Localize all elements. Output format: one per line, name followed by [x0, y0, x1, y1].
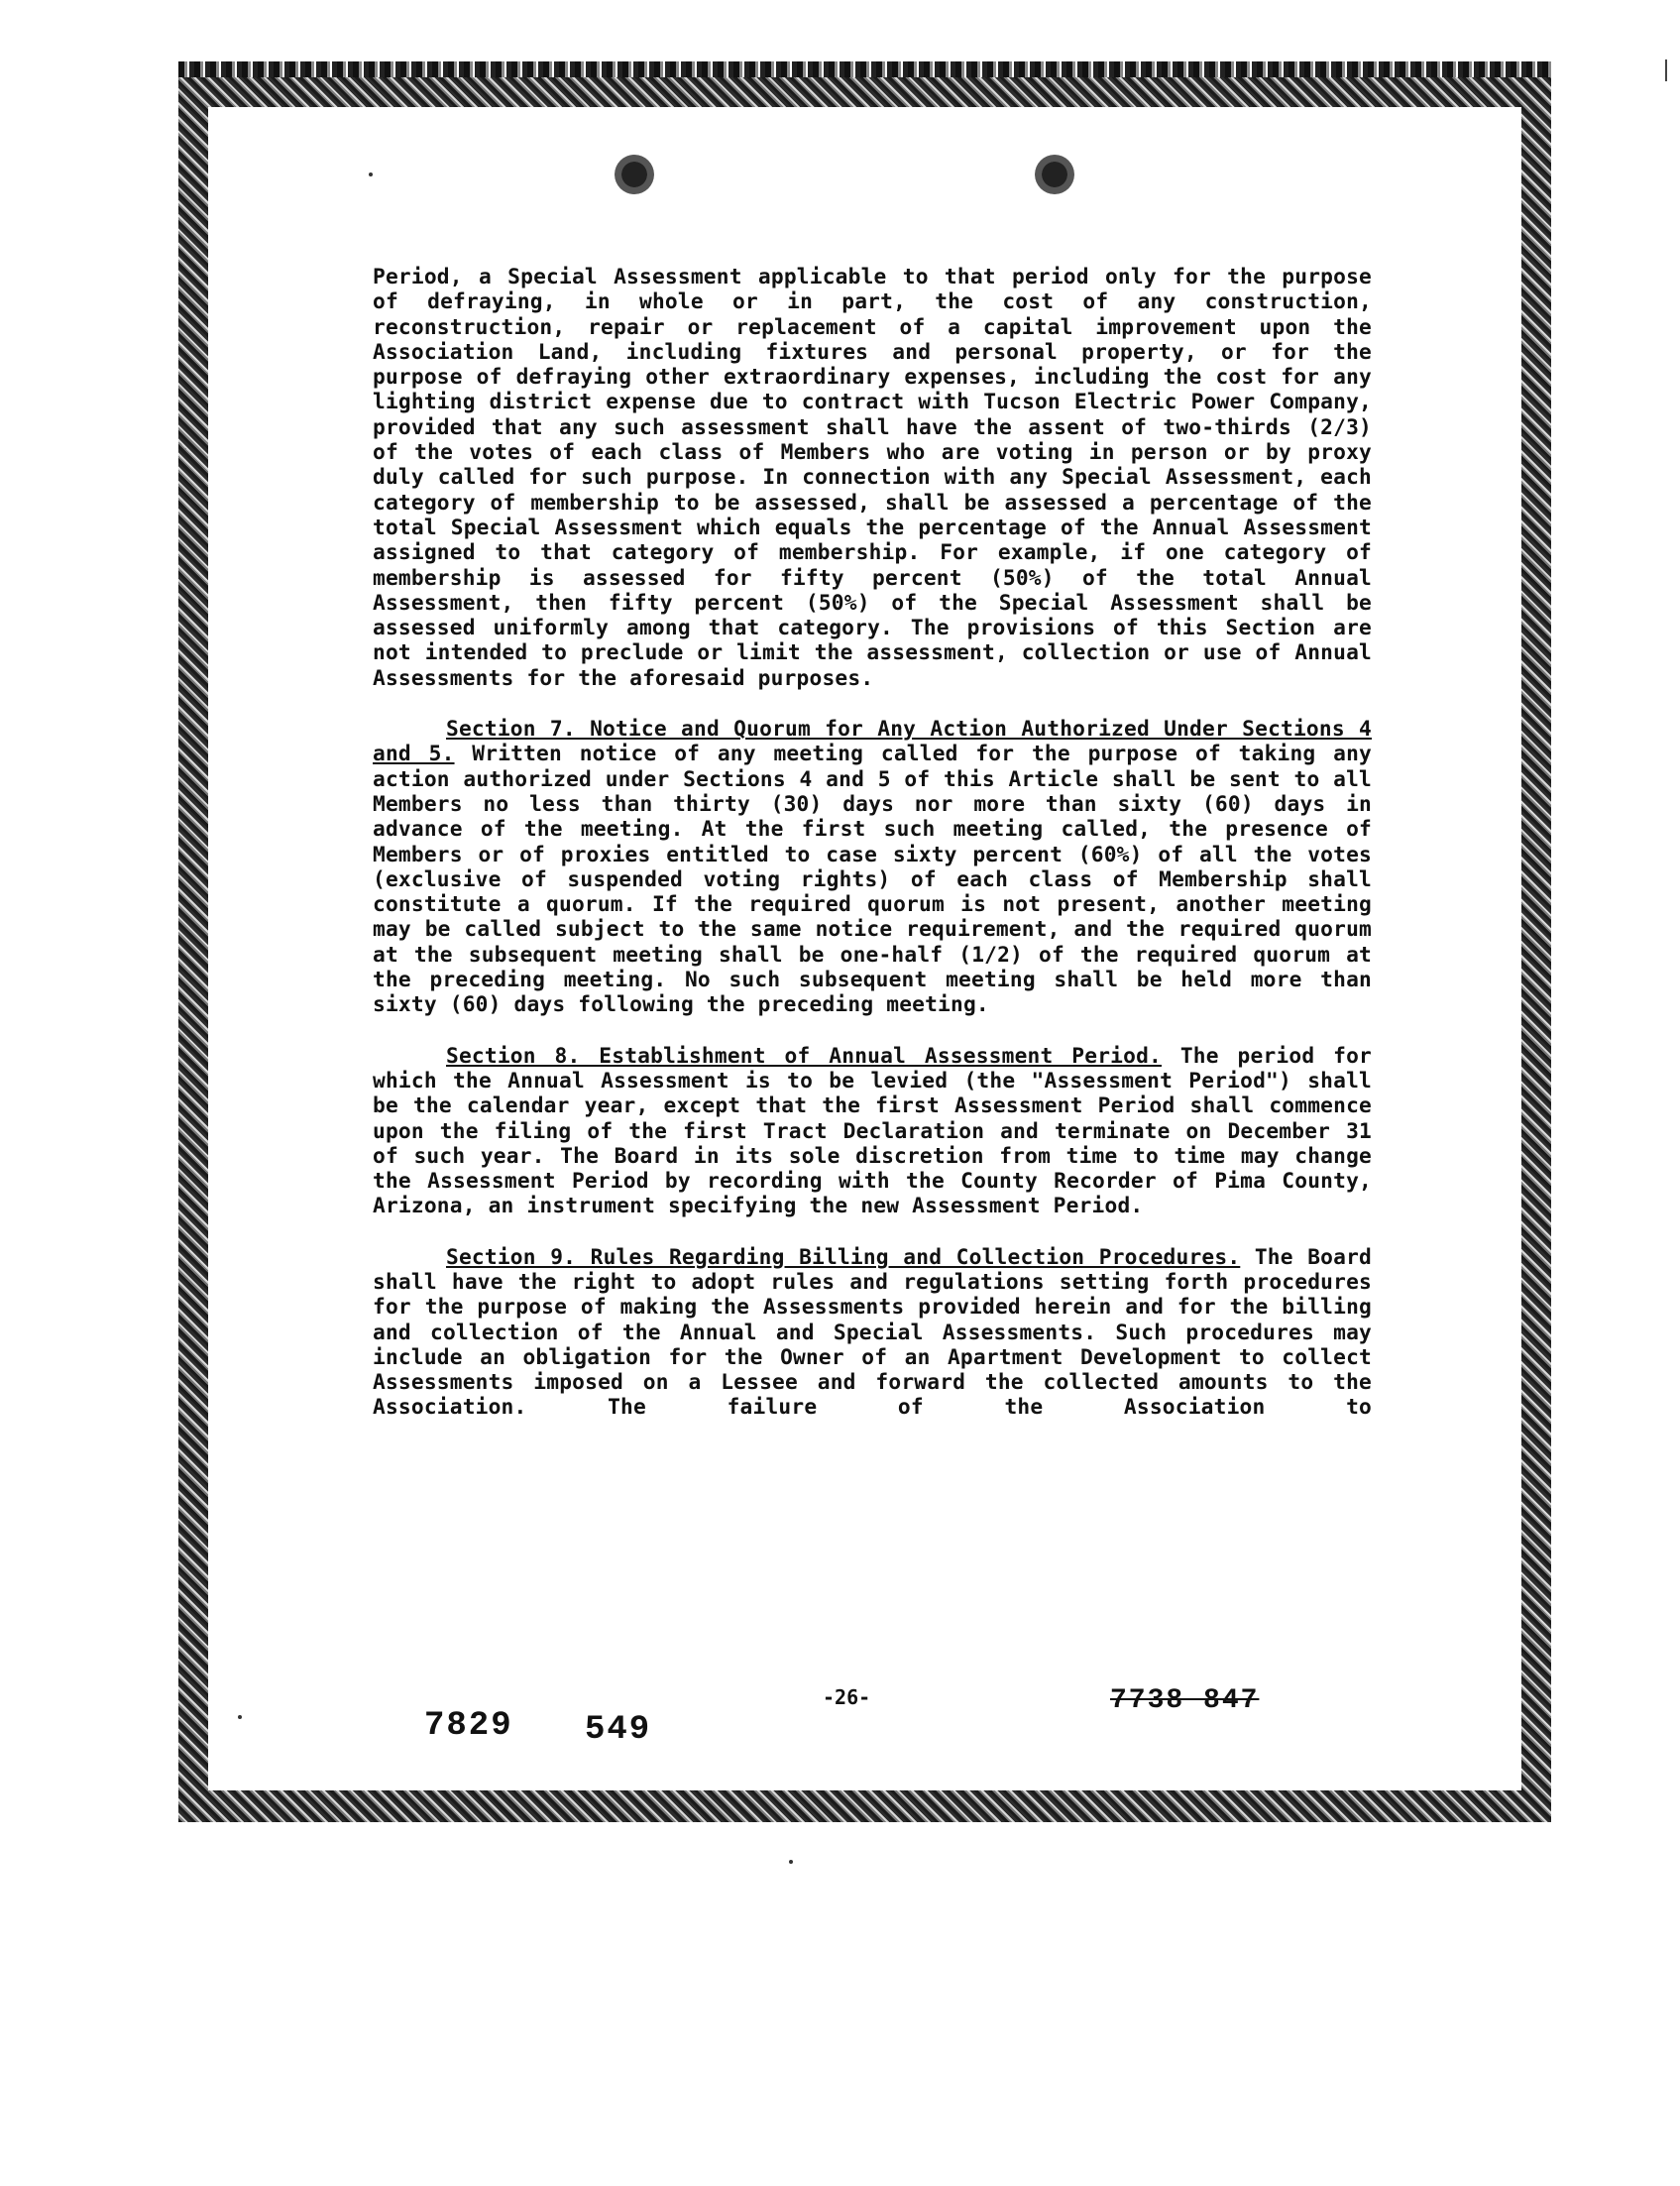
- paragraph-section-8: [373, 1043, 1372, 1218]
- section-heading: Section 7. Notice and Quorum for Any Action Authorized Under Sections 4 and 5.: [373, 716, 1372, 766]
- paragraph-text: Written notice of any meeting called for the purpose of taking any action authorized under Sections 4 and 5 of this Article shall be sent to all Members no less than thirty (30) days nor more than sixty (60) days in advance of the meeting. At the first such meeting called, the presence of Members or of proxies entitled to case sixty percent (60%) of all the votes (exclusive of suspended voting rights) of each class of Membership shall constitute a quorum. If the required quorum is not present, another meeting may be called subject to the same notice requirement, and the required quorum at the subsequent meeting shall be one-half (1/2) of the required quorum at the preceding meeting. No such subsequent meeting shall be held more than sixty (60) days following the preceding meeting.: [373, 741, 1372, 1017]
- paragraph-section-7: [373, 716, 1372, 1017]
- paragraph-text: Period, a Special Assessment applicable to that period only for the purpose of defraying, in whole or in part, the cost of any construction, reconstruction, repair or replacement of a capital improvement upon the Association Land, including fixtures and personal property, or for the purpose of defraying other extraordinary expenses, including the cost for any lighting district expense due to contract with Tucson Electric Power Company, provided that any such assessment shall have the assent of two-thirds (2/3) of the votes of each class of Members who are voting in person or by proxy duly called for such purpose. In connection with any Special Assessment, each category of membership to be assessed, shall be assessed a percentage of the total Special Assessment which equals the percentage of the Annual Assessment assigned to that category of membership. For example, if one category of membership is assessed for fifty percent (50%) of the total Annual Assessment, then fifty percent (50%) of the Special Assessment shall be assessed uniformly among that category. The provisions of this Section are not intended to preclude or limit the assessment, collection or use of Annual Assessments for the aforesaid purposes.: [373, 264, 1372, 690]
- struck-recording-number: 7738 847: [1110, 1685, 1260, 1716]
- paragraph-text: The Board shall have the right to adopt rules and regulations setting forth procedures for the purpose of making the Assessments provided herein and for the billing and collection of the Annual and Special Assessments. Such procedures may include an obligation for the Owner of an Apartment Development to collect Assessments imposed on a Lessee and forward the collected amounts to the Association. The failure of the Association to: [373, 1243, 1372, 1420]
- punch-hole-icon: [615, 155, 654, 194]
- recording-page-number: 549: [585, 1711, 652, 1749]
- punch-hole-icon: [1035, 155, 1074, 194]
- document-body: [373, 264, 1372, 1420]
- scan-speck: [789, 1860, 793, 1864]
- paragraph-section-6-continued: [373, 264, 1372, 690]
- page-number: -26-: [823, 1685, 871, 1709]
- section-heading: Section 8. Establishment of Annual Assessment Period.: [446, 1042, 1162, 1068]
- paragraph-section-9: [373, 1244, 1372, 1420]
- scan-top-edge: [178, 61, 1551, 77]
- section-heading: Section 9. Rules Regarding Billing and Collection Procedures.: [446, 1243, 1241, 1269]
- margin-mark: [1665, 59, 1667, 81]
- scan-speck: [369, 173, 373, 176]
- recording-docket-number: 7829: [424, 1707, 513, 1745]
- paragraph-text: The period for which the Annual Assessment is to be levied (the "Assessment Period") shall be the calendar year, except that the first Assessment Period shall commence upon the filing of the first Tract Declaration and terminate on December 31 of such year. The Board in its sole discretion from time to time may change the Assessment Period by recording with the County Recorder of Pima County, Arizona, an instrument specifying the new Assessment Period.: [373, 1042, 1372, 1218]
- scan-speck: [238, 1715, 242, 1719]
